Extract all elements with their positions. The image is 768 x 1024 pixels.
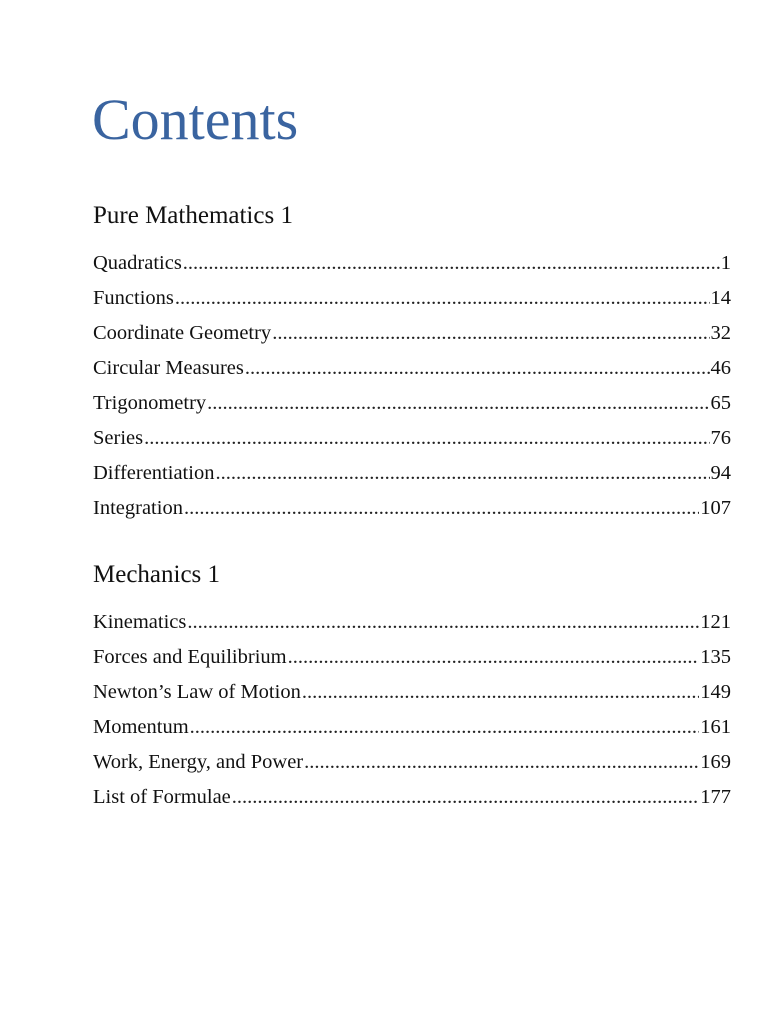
toc-entry-title: Functions xyxy=(93,287,174,309)
toc-entry-page-number: 161 xyxy=(700,716,731,738)
toc-entry-page-number: 149 xyxy=(700,681,731,703)
toc-entry[interactable] xyxy=(93,780,731,815)
toc-entry-page-number: 46 xyxy=(710,357,731,379)
dot-leader xyxy=(302,675,699,710)
toc-entry-list xyxy=(93,246,731,526)
toc-entry-page-number: 65 xyxy=(710,392,731,414)
dot-leader xyxy=(190,710,700,745)
toc-entry-title: Newton’s Law of Motion xyxy=(93,681,301,703)
toc-entry-title: Integration xyxy=(93,497,183,519)
toc-entry-page-number: 1 xyxy=(720,252,731,274)
dot-leader xyxy=(184,491,699,526)
toc-entry[interactable] xyxy=(93,351,731,386)
toc-entry-title: Forces and Equilibrium xyxy=(93,646,287,668)
toc-entry-title: Series xyxy=(93,427,144,449)
dot-leader xyxy=(288,640,700,675)
toc-entry[interactable] xyxy=(93,281,731,316)
toc-entry[interactable] xyxy=(93,316,731,351)
dot-leader xyxy=(304,745,699,780)
toc-entry[interactable] xyxy=(93,605,731,640)
dot-leader xyxy=(207,386,709,421)
toc-entry-page-number: 169 xyxy=(700,751,731,773)
toc-entry-list xyxy=(93,605,731,815)
toc-entry-title: Work, Energy, and Power xyxy=(93,751,304,773)
toc-entry[interactable] xyxy=(93,491,731,526)
toc-section-pure-mathematics xyxy=(93,201,731,526)
toc-entry-title: Momentum xyxy=(93,716,189,738)
toc-entry-page-number: 107 xyxy=(700,497,731,519)
toc-entry-title: Differentiation xyxy=(93,462,215,484)
toc-entry[interactable] xyxy=(93,710,731,745)
dot-leader xyxy=(144,421,709,456)
dot-leader xyxy=(245,351,710,386)
toc-entry[interactable] xyxy=(93,745,731,780)
dot-leader xyxy=(183,246,720,281)
dot-leader xyxy=(232,780,699,815)
dot-leader xyxy=(175,281,710,316)
toc-entry-page-number: 177 xyxy=(700,786,731,808)
toc-section-mechanics xyxy=(93,560,731,815)
toc-entry[interactable] xyxy=(93,640,731,675)
toc-entry-page-number: 76 xyxy=(710,427,731,449)
page-title: Contents xyxy=(92,87,299,152)
toc-entry-page-number: 121 xyxy=(700,611,731,633)
toc-entry-page-number: 135 xyxy=(700,646,731,668)
toc-entry-page-number: 14 xyxy=(710,287,731,309)
toc-entry-page-number: 94 xyxy=(710,462,731,484)
toc-entry-title: Circular Measures xyxy=(93,357,244,379)
toc-entry-title: List of Formulae xyxy=(93,786,231,808)
toc-entry-title: Trigonometry xyxy=(93,392,207,414)
toc-entry-title: Kinematics xyxy=(93,611,187,633)
toc-entry-title: Coordinate Geometry xyxy=(93,322,272,344)
dot-leader xyxy=(215,456,709,491)
dot-leader xyxy=(272,316,709,351)
toc-entry-page-number: 32 xyxy=(710,322,731,344)
toc-entry-title: Quadratics xyxy=(93,252,182,274)
toc-entry[interactable] xyxy=(93,246,731,281)
toc-entry[interactable] xyxy=(93,421,731,456)
toc-entry[interactable] xyxy=(93,675,731,710)
section-heading: Pure Mathematics 1 xyxy=(93,202,293,229)
toc-entry[interactable] xyxy=(93,456,731,491)
toc-entry[interactable] xyxy=(93,386,731,421)
dot-leader xyxy=(187,605,699,640)
section-heading: Mechanics 1 xyxy=(93,561,221,588)
